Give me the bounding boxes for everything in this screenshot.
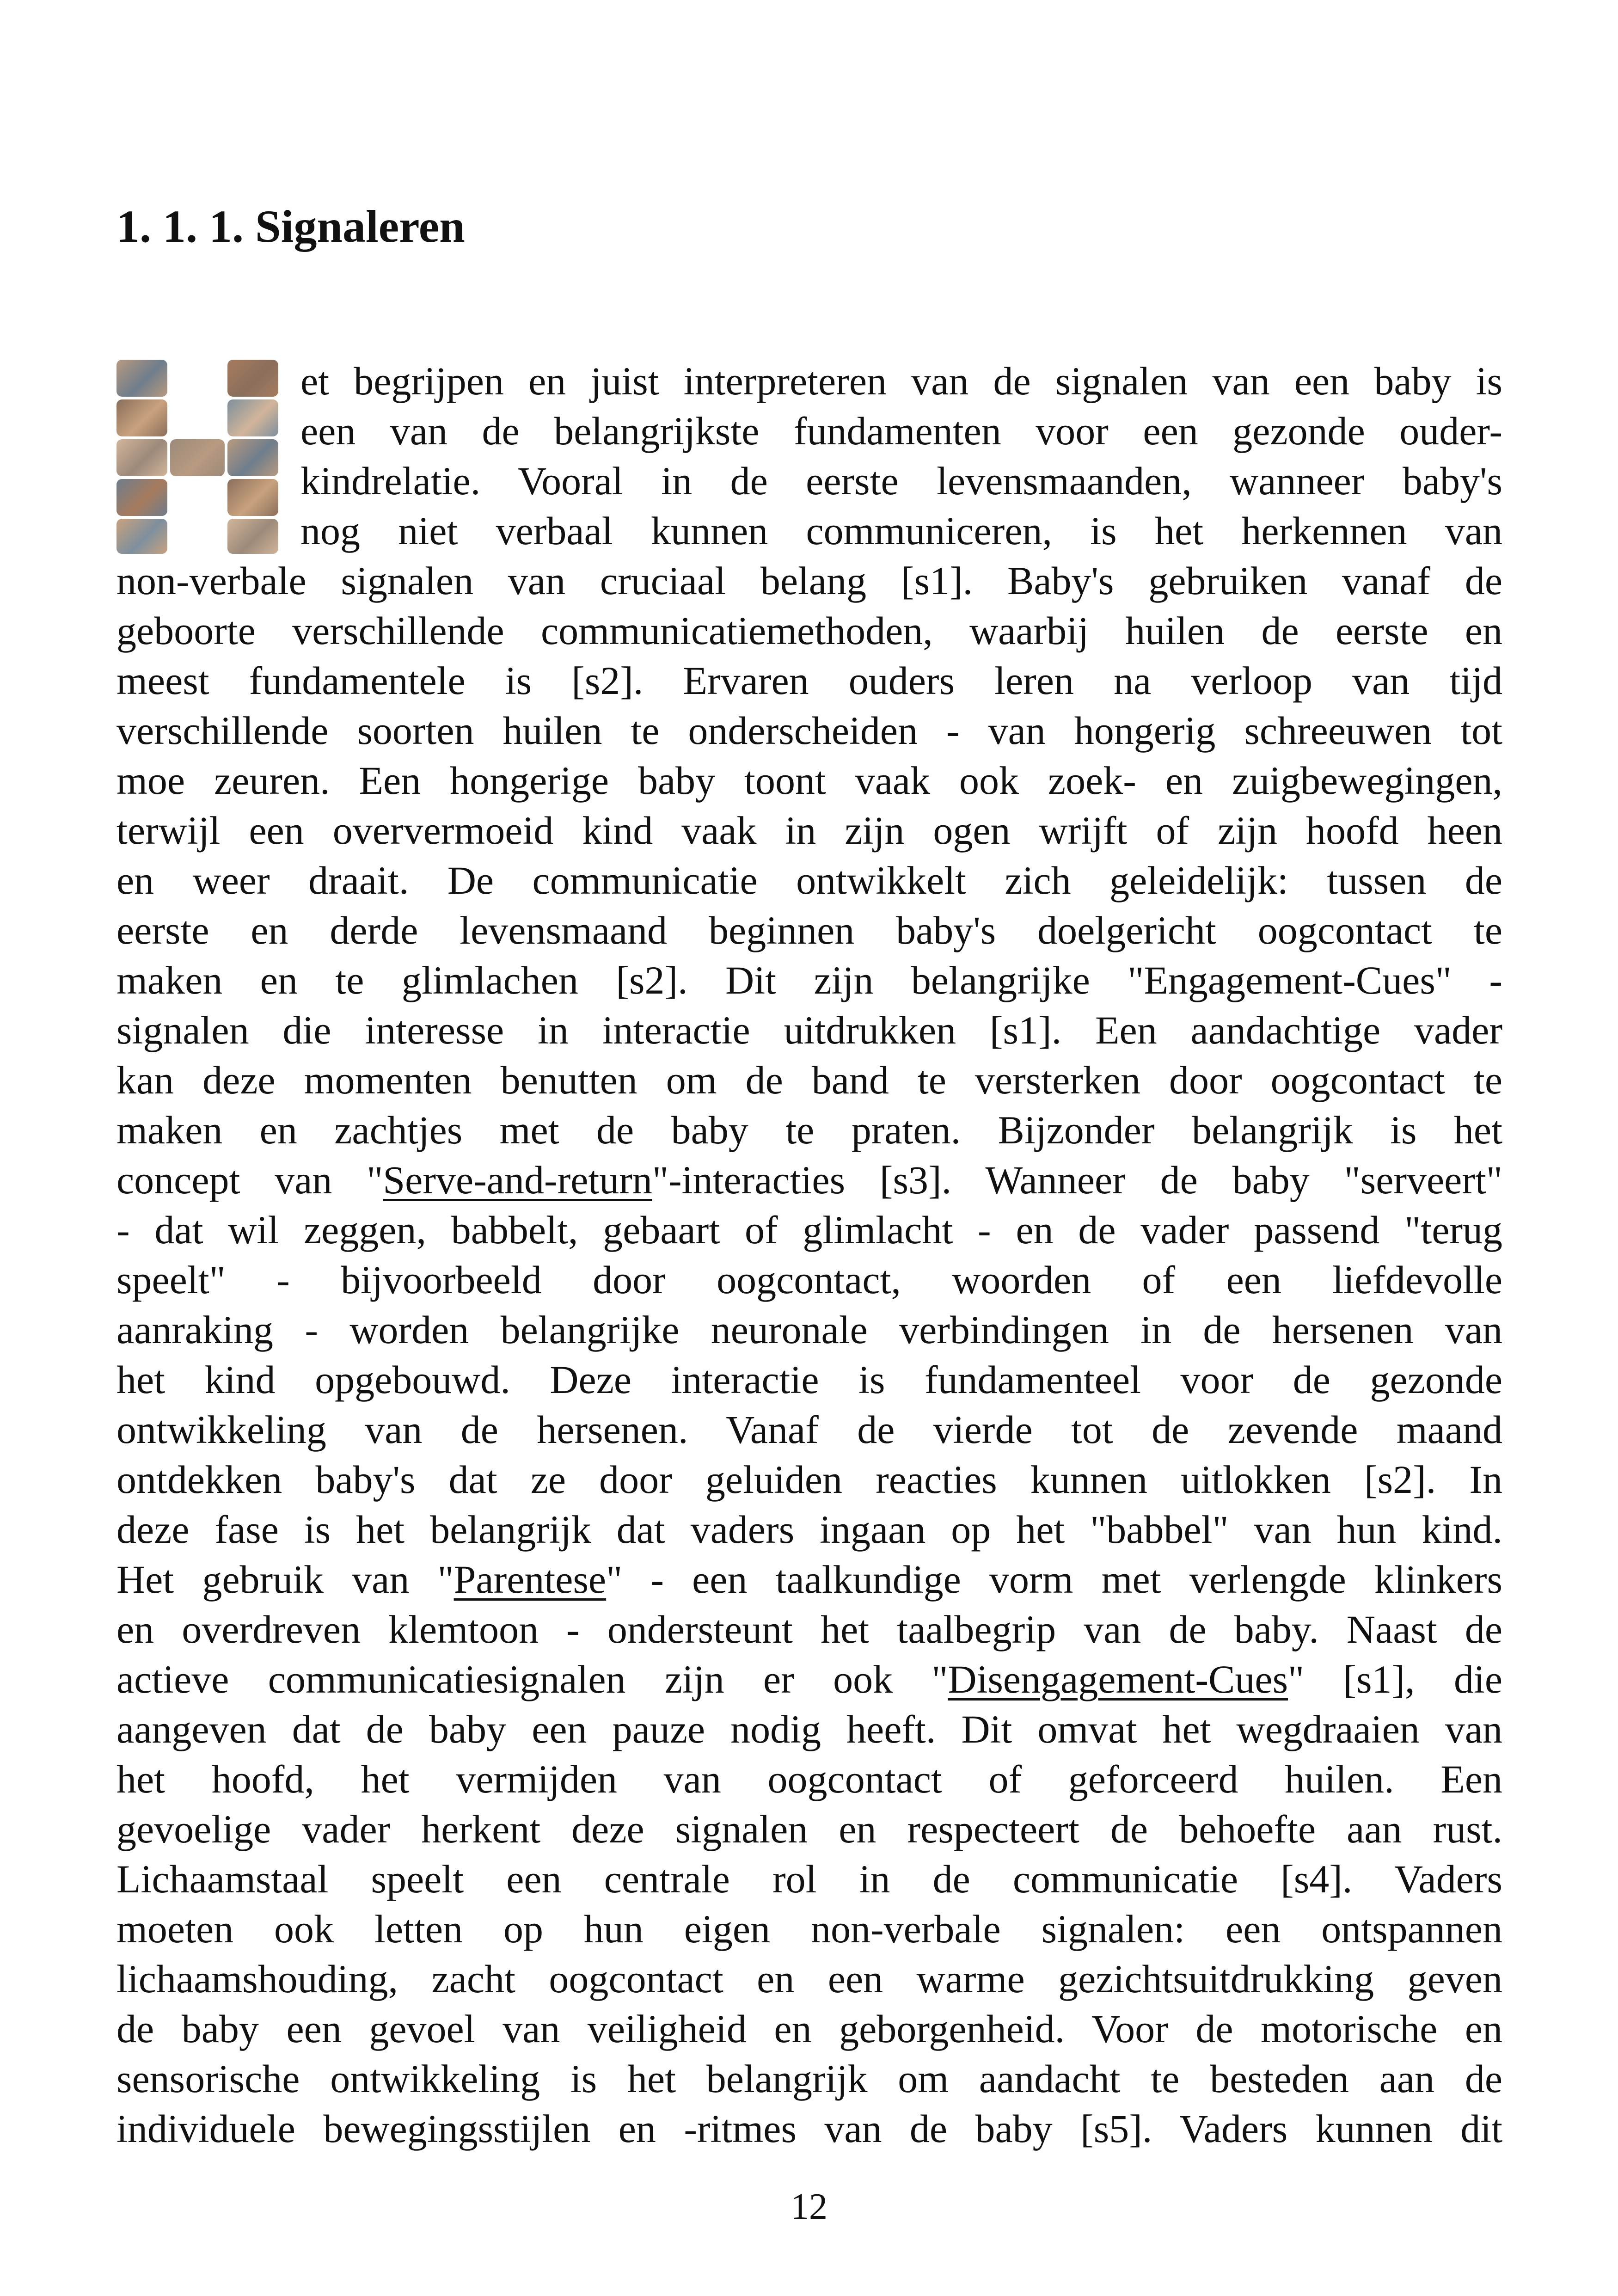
text-line: [116, 1704, 1502, 1754]
text-run: individuele bewegingsstijlen en -ritmes van de baby [s5]. Vaders kunnen dit: [116, 2106, 1502, 2151]
text-run: Lichaamstaal speelt een centrale rol in de communicatie [s4]. Vaders: [116, 1857, 1502, 1901]
text-line: [116, 506, 1502, 556]
text-line: [116, 755, 1502, 805]
text-run: et begrijpen en juist interpreteren van de signalen van een baby is: [300, 359, 1502, 403]
text-run: maken en zachtjes met de baby te praten. Bijzonder belangrijk is het: [116, 1108, 1502, 1152]
text-line: [116, 1255, 1502, 1305]
text-line: [116, 2054, 1502, 2104]
text-line: [116, 1455, 1502, 1504]
text-run: een van de belangrijkste fundamenten voor een gezonde ouder-: [300, 409, 1502, 453]
text-run: - dat wil zeggen, babbelt, gebaart of glimlacht - en de vader passend "terug: [116, 1208, 1502, 1252]
text-run: non-verbale signalen van cruciaal belang [s1]. Baby's gebruiken vanaf de: [116, 559, 1502, 603]
text-run: sensorische ontwikkeling is het belangrijk om aandacht te besteden aan de: [116, 2057, 1502, 2101]
text-line: [116, 1654, 1502, 1704]
text-line: [116, 406, 1502, 456]
text-run: maken en te glimlachen [s2]. Dit zijn belangrijke "Engagement-Cues" -: [116, 958, 1502, 1002]
text-run: Het gebruik van ": [116, 1557, 454, 1602]
text-run: moeten ook letten op hun eigen non-verbale signalen: een ontspannen: [116, 1907, 1502, 1951]
text-run: en overdreven klemtoon - ondersteunt het taalbegrip van de baby. Naast de: [116, 1607, 1502, 1651]
text-run: ontwikkeling van de hersenen. Vanaf de vierde tot de zevende maand: [116, 1407, 1502, 1452]
text-run: het kind opgebouwd. Deze interactie is fundamenteel voor de gezonde: [116, 1357, 1502, 1402]
text-line: [116, 2104, 1502, 2154]
text-line: [116, 1804, 1502, 1854]
text-run: gevoelige vader herkent deze signalen en respecteert de behoefte aan rust.: [116, 1807, 1502, 1851]
text-run: nog niet verbaal kunnen communiceren, is het herkennen van: [300, 509, 1502, 553]
text-line: [116, 456, 1502, 506]
underlined-term: Disengagement-Cues: [948, 1657, 1288, 1701]
text-line: [116, 905, 1502, 955]
text-run: kan deze momenten benutten om de band te versterken door oogcontact te: [116, 1058, 1502, 1102]
underlined-term: Serve-and-return: [383, 1158, 652, 1202]
text-run: speelt" - bijvoorbeeld door oogcontact, woorden of een liefdevolle: [116, 1258, 1502, 1302]
text-line: [116, 1904, 1502, 1954]
text-run: ontdekken baby's dat ze door geluiden reacties kunnen uitlokken [s2]. In: [116, 1457, 1502, 1502]
text-run: lichaamshouding, zacht oogcontact en een warme gezichtsuitdrukking geven: [116, 1957, 1502, 2001]
text-line: [116, 1155, 1502, 1205]
text-line: [116, 656, 1502, 706]
body-paragraph: [116, 356, 1502, 2154]
text-run: actieve communicatiesignalen zijn er ook ": [116, 1657, 948, 1701]
text-line: [116, 855, 1502, 905]
text-line: [116, 1954, 1502, 2004]
text-run: concept van ": [116, 1158, 383, 1202]
text-line: [116, 1854, 1502, 1904]
text-line: [116, 706, 1502, 755]
text-line: [116, 2004, 1502, 2054]
text-line: [116, 955, 1502, 1005]
underlined-term: Parentese: [454, 1557, 607, 1602]
text-run: " [s1], die: [1288, 1657, 1503, 1701]
text-run: "-interacties [s3]. Wanneer de baby "serveert": [652, 1158, 1502, 1202]
text-line: [116, 606, 1502, 656]
text-run: " - een taalkundige vorm met verlengde klinkers: [606, 1557, 1502, 1602]
page-number: 12: [791, 2186, 827, 2227]
text-run: de baby een gevoel van veiligheid en geborgenheid. Voor de motorische en: [116, 2007, 1502, 2051]
text-line: [116, 1754, 1502, 1804]
text-line: [116, 1005, 1502, 1055]
text-line: [116, 1305, 1502, 1355]
text-line: [116, 1554, 1502, 1604]
text-line: [116, 1355, 1502, 1405]
text-line: [116, 1105, 1502, 1155]
text-run: en weer draait. De communicatie ontwikkelt zich geleidelijk: tussen de: [116, 858, 1502, 902]
section-heading: 1. 1. 1. Signaleren: [116, 201, 465, 252]
text-line: [116, 556, 1502, 606]
text-line: [116, 1405, 1502, 1455]
text-run: eerste en derde levensmaand beginnen baby's doelgericht oogcontact te: [116, 908, 1502, 952]
text-line: [116, 1504, 1502, 1554]
text-run: moe zeuren. Een hongerige baby toont vaak ook zoek- en zuigbewegingen,: [116, 758, 1502, 803]
text-run: verschillende soorten huilen te onderscheiden - van hongerig schreeuwen tot: [116, 708, 1502, 753]
text-line: [116, 1205, 1502, 1255]
text-run: aanraking - worden belangrijke neuronale verbindingen in de hersenen van: [116, 1308, 1502, 1352]
text-run: signalen die interesse in interactie uitdrukken [s1]. Een aandachtige vader: [116, 1008, 1502, 1052]
text-run: aangeven dat de baby een pauze nodig heeft. Dit omvat het wegdraaien van: [116, 1707, 1502, 1751]
text-line: [116, 356, 1502, 406]
text-line: [116, 1055, 1502, 1105]
text-run: geboorte verschillende communicatiemethoden, waarbij huilen de eerste en: [116, 608, 1502, 653]
text-run: terwijl een oververmoeid kind vaak in zijn ogen wrijft of zijn hoofd heen: [116, 808, 1502, 853]
text-line: [116, 1604, 1502, 1654]
text-run: het hoofd, het vermijden van oogcontact of geforceerd huilen. Een: [116, 1757, 1502, 1801]
text-run: meest fundamentele is [s2]. Ervaren ouders leren na verloop van tijd: [116, 658, 1502, 703]
text-run: deze fase is het belangrijk dat vaders ingaan op het "babbel" van hun kind.: [116, 1507, 1502, 1552]
text-run: kindrelatie. Vooral in de eerste levensmaanden, wanneer baby's: [300, 459, 1502, 503]
text-line: [116, 805, 1502, 855]
